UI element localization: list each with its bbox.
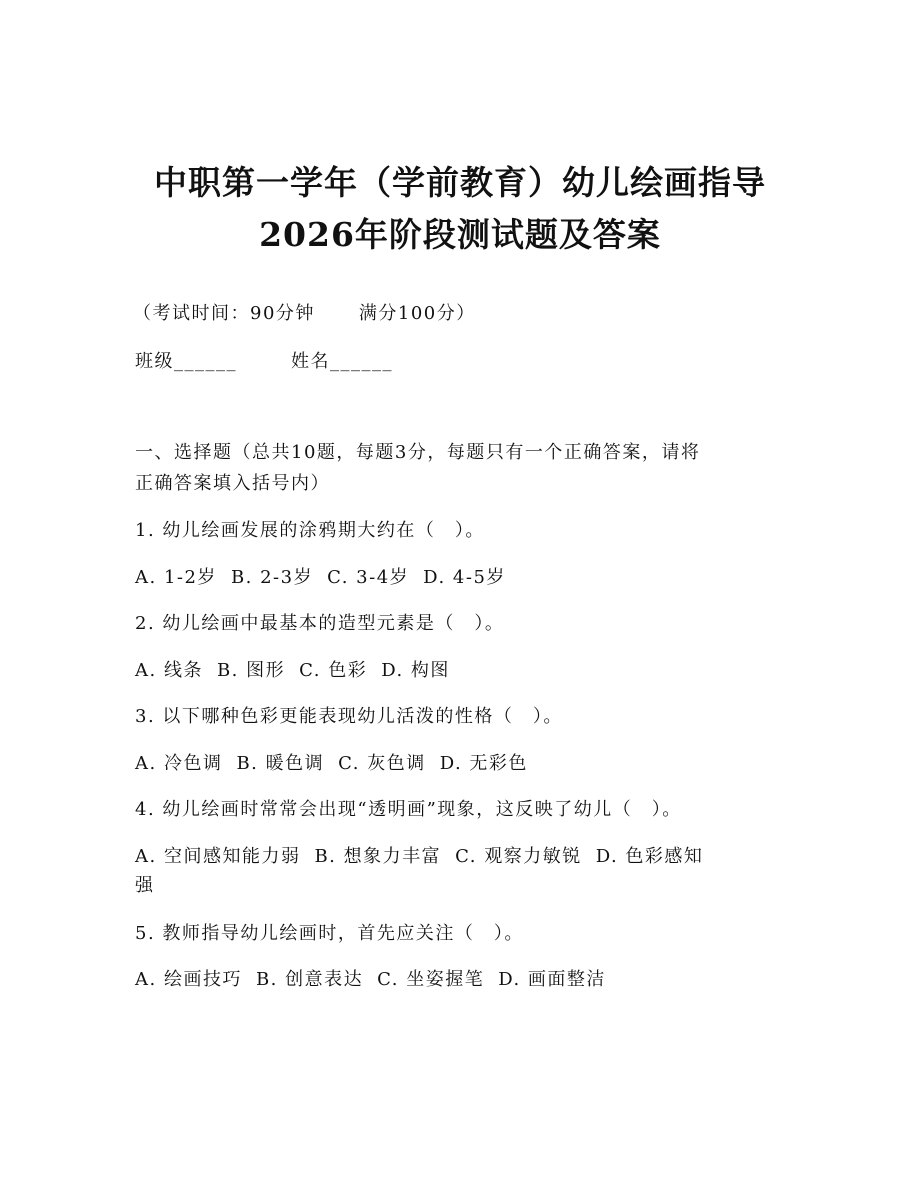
option-b: B. 想象力丰富 — [314, 846, 442, 867]
option-a: A. 1-2岁 — [135, 567, 217, 588]
option-b: B. 2-3岁 — [230, 567, 314, 588]
option-b: B. 暖色调 — [236, 753, 325, 774]
option-d: D. 色彩感知 — [595, 846, 704, 867]
student-info — [135, 350, 393, 374]
question-2-options — [135, 659, 450, 683]
option-c: C. 3-4岁 — [327, 567, 410, 588]
document-title-line-2: 2026年阶段测试题及答案 — [259, 215, 661, 254]
question-4-options-wrap: 强 — [135, 875, 155, 896]
class-field: 班级______ — [135, 351, 237, 372]
option-b: B. 创意表达 — [255, 969, 364, 990]
question-4-options — [135, 845, 703, 869]
option-c: C. 坐姿握笔 — [377, 969, 485, 990]
exam-info — [133, 302, 476, 326]
option-d: D. 无彩色 — [439, 753, 528, 774]
option-c: C. 色彩 — [299, 660, 368, 681]
option-a: A. 冷色调 — [135, 753, 223, 774]
question-4-stem: 4. 幼儿绘画时常常会出现“透明画”现象，这反映了幼儿（ ）。 — [135, 799, 682, 820]
option-d: D. 4-5岁 — [423, 567, 506, 588]
option-a: A. 绘画技巧 — [135, 969, 242, 990]
section-heading-line-2: 正确答案填入括号内） — [135, 473, 330, 494]
question-2-stem: 2. 幼儿绘画中最基本的造型元素是（ ）。 — [135, 613, 505, 634]
question-3-stem: 3. 以下哪种色彩更能表现幼儿活泼的性格（ ）。 — [135, 706, 563, 727]
question-1-options — [135, 566, 506, 590]
option-d: D. 构图 — [381, 660, 450, 681]
question-5-options — [135, 968, 606, 992]
exam-score: 满分100分） — [358, 303, 476, 324]
option-c: C. 观察力敏锐 — [455, 846, 582, 867]
option-c: C. 灰色调 — [338, 753, 426, 774]
exam-time: （考试时间：90分钟 — [133, 303, 315, 324]
name-field: 姓名______ — [291, 351, 393, 372]
option-a: A. 线条 — [135, 660, 203, 681]
section-heading-line-1: 一、选择题（总共10题，每题3分，每题只有一个正确答案，请将 — [135, 442, 701, 463]
document-title-line-1: 中职第一学年（学前教育）幼儿绘画指导 — [154, 163, 766, 202]
question-3-options — [135, 752, 528, 776]
question-1-stem: 1. 幼儿绘画发展的涂鸦期大约在（ ）。 — [135, 520, 485, 541]
option-b: B. 图形 — [216, 660, 286, 681]
question-5-stem: 5. 教师指导幼儿绘画时，首先应关注（ ）。 — [135, 923, 524, 944]
option-d: D. 画面整洁 — [498, 969, 606, 990]
option-a: A. 空间感知能力弱 — [135, 846, 301, 867]
